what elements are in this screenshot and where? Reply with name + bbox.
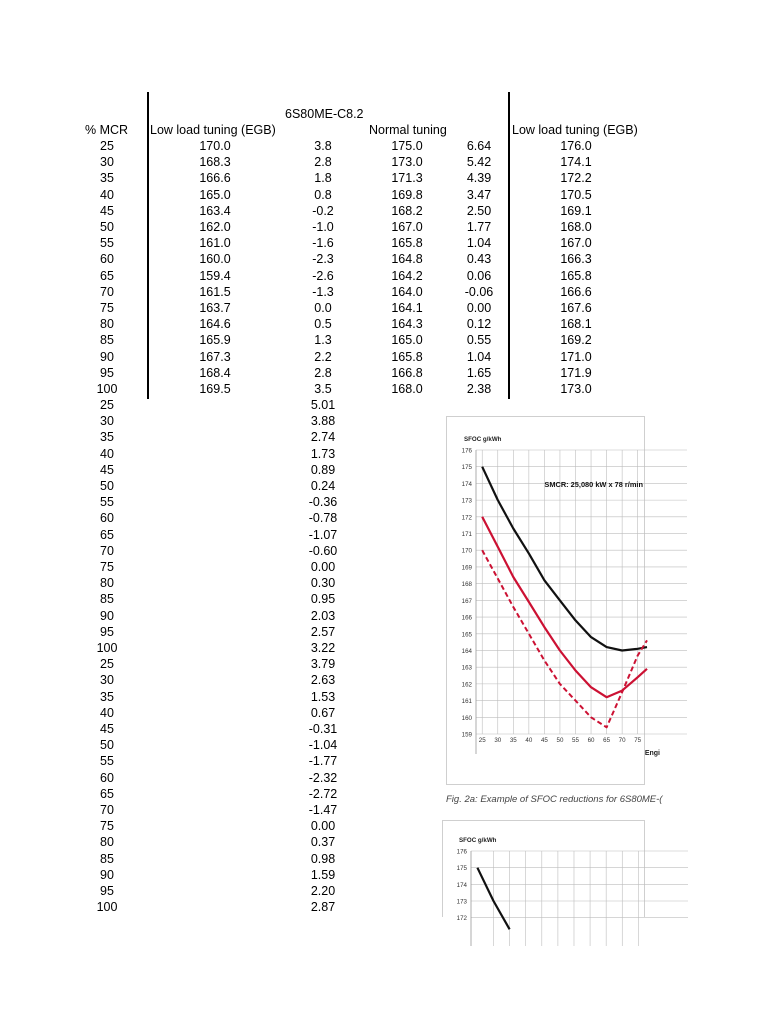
header-mcr: % MCR	[85, 123, 129, 137]
header-low-load-2: Low load tuning (EGB)	[512, 123, 638, 137]
table-cell-dnormal: 0.12	[466, 317, 492, 332]
x-tick-label: 75	[634, 737, 642, 744]
list-item	[0, 640, 768, 656]
list-cell-mcr: 45	[100, 722, 114, 736]
list-item	[0, 543, 768, 559]
table-cell-mcr: 100	[96, 382, 118, 396]
list-cell-mcr: 70	[100, 803, 114, 817]
table-cell-dnormal: 0.06	[466, 268, 492, 283]
x-tick-label: 45	[540, 737, 548, 744]
table-cell-low: 161.0	[199, 236, 231, 251]
sfoc-chart-2	[443, 821, 644, 923]
list-item	[0, 834, 768, 850]
table-cell-low2: 168.0	[560, 220, 592, 234]
table-cell-dlow: -0.2	[312, 203, 334, 218]
table-cell-dnormal: 0.43	[466, 252, 492, 267]
header-low-load: Low load tuning (EGB)	[150, 123, 276, 137]
list-cell-mcr: 60	[100, 770, 114, 785]
table-cell-mcr: 70	[100, 284, 114, 299]
y-tick-label: 172	[456, 915, 467, 923]
table-cell-mcr: 25	[100, 139, 114, 153]
y-tick-label: 168	[461, 581, 472, 589]
list-item	[0, 848, 768, 867]
table-row	[0, 170, 768, 186]
table-cell-low2: 165.8	[560, 268, 592, 283]
list-cell-val: 0.30	[310, 576, 336, 591]
table-cell-dlow: 1.3	[314, 333, 332, 348]
table-cell-dlow: 2.8	[314, 365, 332, 380]
table-cell-low2: 174.1	[560, 155, 592, 170]
list-item	[0, 672, 768, 688]
list-item	[0, 494, 768, 510]
table-cell-normal: 164.0	[391, 284, 423, 299]
table-row	[0, 251, 768, 267]
list-cell-mcr: 50	[100, 479, 114, 493]
table-cell-low: 168.4	[199, 365, 231, 380]
chart-annotation: SMCR: 25,080 kW x 78 r/min	[544, 479, 643, 489]
x-tick-label: 55	[572, 737, 579, 744]
y-tick-label: 170	[461, 547, 472, 555]
table-cell-normal: 168.0	[391, 382, 423, 396]
list-item	[0, 770, 768, 786]
table-cell-mcr: 80	[100, 317, 114, 332]
list-item	[0, 429, 768, 445]
y-tick-label: 161	[461, 698, 472, 706]
list-cell-mcr: 25	[100, 398, 114, 412]
table-cell-low2: 171.0	[560, 349, 592, 364]
list-cell-val: -1.07	[308, 527, 338, 542]
list-cell-val: -1.77	[308, 754, 338, 769]
list-cell-val: 3.79	[310, 657, 336, 672]
table-cell-mcr: 45	[100, 203, 114, 218]
table-cell-dlow: 2.2	[314, 349, 332, 364]
list-item	[0, 705, 768, 721]
table-cell-normal: 171.3	[391, 171, 423, 186]
table-cell-low: 167.3	[199, 349, 231, 364]
list-cell-val: -0.31	[308, 722, 338, 736]
list-cell-mcr: 40	[100, 705, 114, 720]
list-item	[0, 624, 768, 640]
list-cell-val: 2.03	[310, 608, 336, 623]
x-tick-label: 25	[478, 737, 486, 744]
table-cell-dnormal: 1.04	[466, 236, 492, 251]
table-cell-low2: 171.9	[560, 365, 592, 380]
list-item	[0, 591, 768, 607]
table-cell-normal: 175.0	[391, 139, 423, 153]
list-item	[0, 413, 768, 429]
table-cell-mcr: 30	[100, 155, 114, 170]
y-tick-label: 175	[456, 865, 467, 873]
table-cell-low: 168.3	[199, 155, 231, 170]
list-cell-val: 1.73	[310, 446, 336, 461]
table-cell-dnormal: 1.65	[466, 365, 492, 380]
chart-figure-2	[442, 820, 645, 923]
list-cell-mcr: 35	[100, 689, 114, 704]
y-tick-label: 164	[461, 647, 472, 655]
table-cell-low: 165.0	[199, 187, 231, 202]
table-row	[0, 203, 768, 219]
list-cell-val: 0.98	[310, 851, 336, 866]
table-cell-low: 162.0	[199, 220, 231, 234]
list-item	[0, 510, 768, 526]
table-cell-mcr: 60	[100, 252, 114, 267]
list-cell-mcr: 30	[100, 673, 114, 688]
table-row	[0, 219, 768, 235]
table-cell-dnormal: 3.47	[466, 187, 492, 202]
list-cell-val: 0.00	[310, 819, 336, 834]
list-cell-val: 2.87	[310, 900, 336, 915]
sfoc-chart-1	[447, 417, 660, 784]
table-cell-dnormal: 1.77	[466, 220, 492, 234]
table-cell-low: 160.0	[199, 252, 231, 267]
list-cell-mcr: 80	[100, 576, 114, 591]
list-cell-val: 2.57	[310, 624, 336, 639]
list-cell-mcr: 100	[96, 641, 118, 655]
table-cell-mcr: 40	[100, 187, 114, 202]
y-tick-label: 173	[461, 497, 472, 505]
table-cell-low2: 173.0	[560, 382, 592, 396]
table-cell-dnormal: 5.42	[466, 155, 492, 170]
list-item	[0, 818, 768, 834]
table-cell-normal: 173.0	[391, 155, 423, 170]
table-cell-dlow: 2.8	[314, 155, 332, 170]
list-item	[0, 478, 768, 494]
table-cell-dnormal: 0.55	[466, 333, 492, 348]
table-cell-low2: 169.1	[560, 203, 592, 218]
list-cell-mcr: 35	[100, 430, 114, 445]
y-tick-label: 174	[461, 480, 472, 488]
table-cell-dnormal: -0.06	[464, 284, 494, 299]
table-cell-low2: 167.6	[560, 301, 592, 315]
y-tick-label: 166	[461, 614, 472, 622]
list-item	[0, 899, 768, 915]
list-cell-mcr: 55	[100, 495, 114, 510]
table-row	[0, 235, 768, 251]
table-row	[0, 268, 768, 284]
list-cell-val: -0.78	[308, 511, 338, 526]
y-tick-label: 171	[461, 531, 472, 539]
table-cell-low: 163.4	[199, 203, 231, 218]
table-cell-mcr: 90	[100, 349, 114, 364]
x-tick-label: 70	[618, 737, 626, 744]
list-item	[0, 446, 768, 462]
table-cell-low2: 168.1	[560, 317, 592, 332]
y-tick-label: 172	[461, 514, 472, 522]
list-cell-val: 1.53	[310, 689, 336, 704]
list-item	[0, 883, 768, 899]
x-axis-label: Engi	[644, 750, 660, 757]
x-tick-label: 60	[587, 737, 595, 744]
y-tick-label: 176	[461, 447, 472, 455]
list-cell-mcr: 80	[100, 835, 114, 850]
table-cell-dnormal: 1.04	[466, 349, 492, 364]
table-row	[0, 316, 768, 332]
list-item	[0, 462, 768, 478]
list-cell-val: 3.22	[310, 641, 336, 655]
list-cell-mcr: 30	[100, 414, 114, 429]
table-cell-low: 161.5	[199, 284, 231, 299]
table-cell-normal: 164.1	[391, 301, 423, 315]
list-cell-mcr: 85	[100, 592, 114, 607]
table-cell-dlow: 1.8	[314, 171, 332, 186]
list-cell-val: 0.89	[310, 462, 336, 477]
list-cell-val: 5.01	[310, 398, 336, 412]
list-cell-val: -1.04	[308, 738, 338, 753]
table-cell-dlow: -2.6	[312, 268, 334, 283]
y-tick-label: 175	[461, 464, 472, 472]
table-row	[0, 284, 768, 300]
list-cell-val: 0.24	[310, 479, 336, 493]
table-cell-normal: 165.8	[391, 349, 423, 364]
list-cell-val: -2.72	[308, 786, 338, 801]
y-tick-label: 159	[461, 731, 472, 739]
x-tick-label: 30	[494, 737, 502, 744]
table-cell-low: 169.5	[199, 382, 231, 396]
table-cell-low2: 170.5	[560, 187, 592, 202]
header-normal: Normal tuning	[369, 123, 447, 137]
list-item	[0, 608, 768, 624]
table-cell-mcr: 50	[100, 220, 114, 234]
table-cell-low: 165.9	[199, 333, 231, 348]
y-axis-label: SFOC g/kWh	[464, 436, 502, 443]
x-tick-label: 35	[509, 737, 517, 744]
chart-figure-1	[446, 416, 660, 785]
list-item	[0, 527, 768, 543]
list-cell-mcr: 40	[100, 446, 114, 461]
list-cell-mcr: 25	[100, 657, 114, 672]
table-cell-normal: 165.8	[391, 236, 423, 251]
table-cell-normal: 168.2	[391, 203, 423, 218]
table-cell-low: 164.6	[199, 317, 231, 332]
table-cell-dlow: -1.6	[312, 236, 334, 251]
list-cell-mcr: 55	[100, 754, 114, 769]
list-cell-mcr: 65	[100, 786, 114, 801]
table-cell-mcr: 65	[100, 268, 114, 283]
table-cell-low: 166.6	[199, 171, 231, 186]
list-cell-val: -1.47	[308, 803, 338, 817]
list-cell-val: 0.95	[310, 592, 336, 607]
table-cell-dlow: -2.3	[312, 252, 334, 267]
table-cell-mcr: 55	[100, 236, 114, 251]
table-cell-dnormal: 2.50	[466, 203, 492, 218]
list-cell-val: 0.00	[310, 560, 336, 574]
list-cell-mcr: 75	[100, 560, 114, 574]
x-tick-label: 65	[603, 737, 611, 744]
list-cell-val: -0.60	[308, 543, 338, 558]
table-cell-dnormal: 0.00	[466, 301, 492, 315]
list-cell-mcr: 60	[100, 511, 114, 526]
list-cell-mcr: 95	[100, 624, 114, 639]
table-cell-low2: 167.0	[560, 236, 592, 251]
table-row	[0, 365, 768, 381]
table-cell-dnormal: 4.39	[466, 171, 492, 186]
y-tick-label: 162	[461, 681, 472, 689]
x-tick-label: 40	[525, 737, 533, 744]
y-tick-label: 176	[456, 848, 467, 856]
table-cell-dlow: 0.0	[314, 301, 332, 315]
list-item	[0, 397, 768, 413]
list-item	[0, 689, 768, 705]
list-cell-mcr: 45	[100, 462, 114, 477]
list-cell-val: 2.74	[310, 430, 336, 445]
table-cell-dlow: 0.8	[314, 187, 332, 202]
table-cell-low: 159.4	[199, 268, 231, 283]
list-item	[0, 721, 768, 737]
list-item	[0, 575, 768, 591]
y-tick-label: 167	[461, 597, 472, 605]
table-row	[0, 154, 768, 170]
y-tick-label: 173	[456, 898, 467, 906]
y-tick-label: 165	[461, 631, 472, 639]
y-tick-label: 174	[456, 881, 467, 889]
y-axis-label: SFOC g/kWh	[459, 837, 497, 844]
table-cell-mcr: 95	[100, 365, 114, 380]
list-cell-val: 3.88	[310, 414, 336, 429]
table-row	[0, 187, 768, 203]
table-cell-low2: 169.2	[560, 333, 592, 348]
list-cell-val: 1.59	[310, 867, 336, 882]
table-cell-low2: 176.0	[560, 139, 592, 153]
table-cell-low: 170.0	[199, 139, 231, 153]
table-row	[0, 332, 768, 348]
list-cell-val: -0.36	[308, 495, 338, 510]
table-cell-normal: 164.2	[391, 268, 423, 283]
table-cell-normal: 164.3	[391, 317, 423, 332]
table-title: 6S80ME-C8.2	[285, 107, 364, 121]
table-cell-normal: 166.8	[391, 365, 423, 380]
table-cell-normal: 167.0	[391, 220, 423, 234]
list-cell-val: -2.32	[308, 770, 338, 785]
list-cell-mcr: 100	[96, 900, 118, 915]
table-row	[0, 138, 768, 154]
list-cell-val: 2.63	[310, 673, 336, 688]
chart-1-caption: Fig. 2a: Example of SFOC reductions for 6S80ME-(	[446, 794, 663, 805]
y-tick-label: 163	[461, 664, 472, 672]
table-row	[0, 300, 768, 316]
y-tick-label: 160	[461, 714, 472, 722]
table-cell-normal: 169.8	[391, 187, 423, 202]
list-cell-mcr: 75	[100, 819, 114, 834]
list-cell-mcr: 85	[100, 851, 114, 866]
table-cell-low2: 166.6	[560, 284, 592, 299]
list-cell-mcr: 70	[100, 543, 114, 558]
table-row	[0, 381, 768, 397]
list-cell-val: 0.37	[310, 835, 336, 850]
table-cell-normal: 164.8	[391, 252, 423, 267]
table-cell-low: 163.7	[199, 301, 231, 315]
table-cell-dlow: 3.5	[314, 382, 332, 396]
table-row	[0, 349, 768, 365]
table-cell-normal: 165.0	[391, 333, 423, 348]
table-cell-mcr: 85	[100, 333, 114, 348]
list-cell-mcr: 90	[100, 608, 114, 623]
table-cell-mcr: 35	[100, 171, 114, 186]
table-cell-dlow: -1.0	[312, 220, 334, 234]
list-item	[0, 867, 768, 883]
table-cell-dnormal: 6.64	[466, 139, 492, 153]
table-cell-mcr: 75	[100, 301, 114, 315]
table-cell-dnormal: 2.38	[466, 382, 492, 396]
table-cell-dlow: 3.8	[314, 139, 332, 153]
list-cell-val: 2.20	[310, 884, 336, 898]
list-item	[0, 656, 768, 672]
list-cell-mcr: 90	[100, 867, 114, 882]
y-tick-label: 169	[461, 564, 472, 572]
list-cell-mcr: 95	[100, 884, 114, 898]
x-tick-label: 50	[556, 737, 564, 744]
list-cell-val: 0.67	[310, 705, 336, 720]
list-cell-mcr: 65	[100, 527, 114, 542]
table-cell-dlow: -1.3	[312, 284, 334, 299]
table-cell-low2: 166.3	[560, 252, 592, 267]
list-cell-mcr: 50	[100, 738, 114, 753]
table-cell-dlow: 0.5	[314, 317, 332, 332]
table-cell-low2: 172.2	[560, 171, 592, 186]
